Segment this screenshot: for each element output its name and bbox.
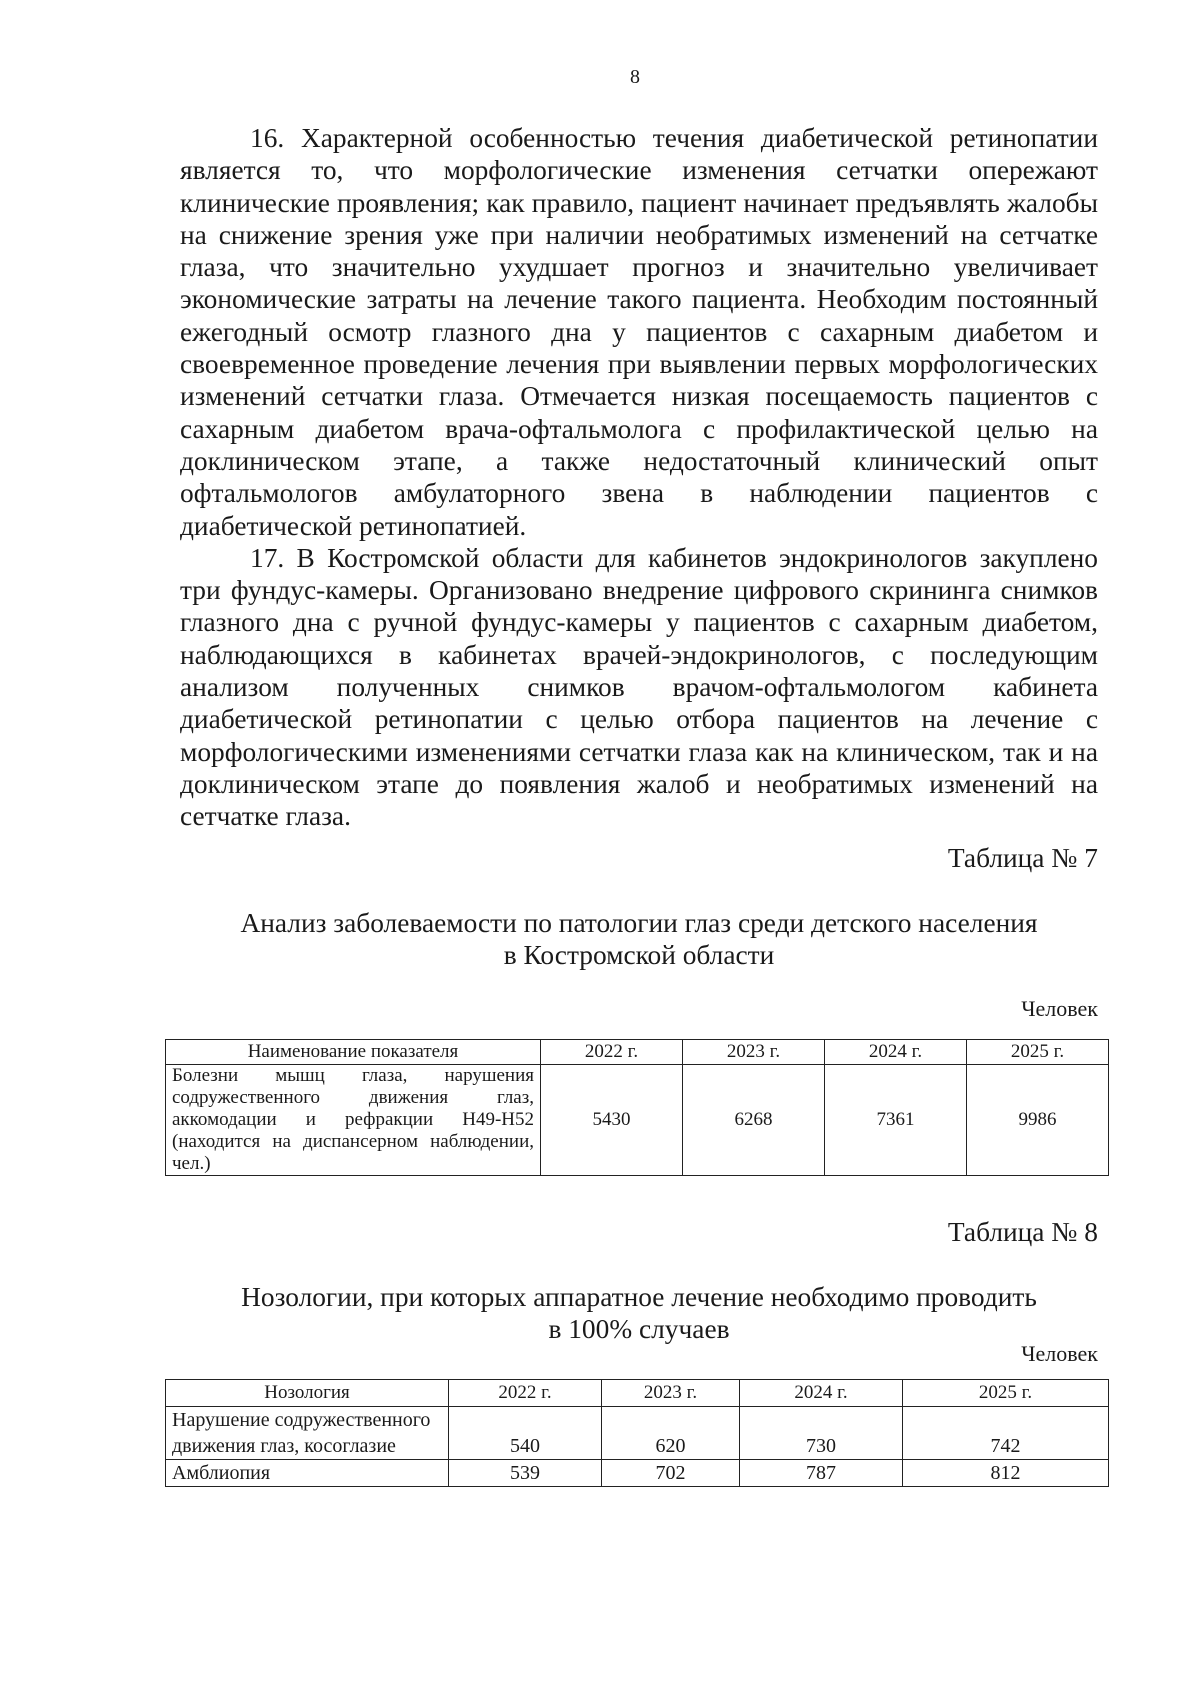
paragraph-17: 17. В Костромской области для кабинетов эндокринологов закуплено три фундус-камеры. Организовано внедрение цифрового скрининга снимков глазного дна с ручной фундус-камеры у пациентов с сахарным диабетом, наблюдающихся в кабинетах врачей-эндокринологов, с последующим анализом полученных снимков врачом-офтальмологом кабинета диабетической ретинопатии с целью отбора пациентов на лечение с морфологическими изменениями сетчатки глаза как на клиническом, так и на доклиническом этапе до появления жалоб и необратимых изменений на сетчатке глаза. (180, 542, 1098, 832)
table7-title (180, 907, 1098, 971)
table8-row1-value-2022: 540 (449, 1407, 602, 1460)
table7 (165, 1039, 1109, 1176)
table8-header-2022: 2022 г. (449, 1380, 602, 1407)
paragraph-16: 16. Характерной особенностью течения диабетической ретинопатии является то, что морфологические изменения сетчатки опережают клинические проявления; как правило, пациент начинает предъявлять жалобы на снижение зрения уже при наличии необратимых изменений на сетчатке глаза, что значительно ухудшает прогноз и значительно увеличивает экономические затраты на лечение такого пациента. Необходим постоянный ежегодный осмотр глазного дна у пациентов с сахарным диабетом и своевременное проведение лечения при выявлении первых морфологических изменений сетчатки глаза. Отмечается низкая посещаемость пациентов с сахарным диабетом врача-офтальмолога с профилактической целью на доклиническом этапе, а также недостаточный клинический опыт офтальмологов амбулаторного звена в наблюдении пациентов с диабетической ретинопатией. (180, 123, 1098, 541)
table8-row1-value-2024: 730 (740, 1407, 903, 1460)
table8-row2-value-2022: 539 (449, 1460, 602, 1487)
table8-header-2024: 2024 г. (740, 1380, 903, 1407)
table7-row-name: Болезни мышц глаза, нарушения содружественного движения глаз, аккомодации и рефракции H49-H52 (находится на диспансерном наблюдении, чел.) (166, 1065, 541, 1176)
table7-header-2024: 2024 г. (825, 1040, 967, 1065)
table-row (166, 1460, 1109, 1487)
table7-header-2022: 2022 г. (541, 1040, 683, 1065)
table7-header-2025: 2025 г. (967, 1040, 1109, 1065)
table8-row2-value-2023: 702 (602, 1460, 740, 1487)
table8-title-line2: в 100% случаев (548, 1314, 730, 1344)
table7-title-line1: Анализ заболеваемости по патологии глаз среди детского населения (240, 908, 1038, 938)
table8-header-2023: 2023 г. (602, 1380, 740, 1407)
table8 (165, 1379, 1109, 1487)
table8-header-2025: 2025 г. (903, 1380, 1109, 1407)
table7-header-2023: 2023 г. (683, 1040, 825, 1065)
table7-header-row (166, 1040, 1109, 1065)
table7-header-name: Наименование показателя (166, 1040, 541, 1065)
table7-value-2022: 5430 (541, 1065, 683, 1176)
table7-value-2024: 7361 (825, 1065, 967, 1176)
table8-caption: Таблица № 8 (947, 1217, 1098, 1247)
table8-row1-value-2025: 742 (903, 1407, 1109, 1460)
table7-title-line2: в Костромской области (503, 940, 775, 970)
table8-row1-name: Нарушение содружественного движения глаз, косоглазие (166, 1407, 449, 1460)
table8-row2-value-2024: 787 (740, 1460, 903, 1487)
table7-value-2025: 9986 (967, 1065, 1109, 1176)
table7-value-2023: 6268 (683, 1065, 825, 1176)
table7-unit: Человек (1021, 996, 1098, 1021)
table-row (166, 1065, 1109, 1176)
body-text (180, 122, 1098, 833)
table8-header-name: Нозология (166, 1380, 449, 1407)
table8-unit: Человек (1021, 1341, 1098, 1366)
page-number: 8 (630, 66, 640, 88)
table8-row2-value-2025: 812 (903, 1460, 1109, 1487)
table8-row1-value-2023: 620 (602, 1407, 740, 1460)
table8-title-line1: Нозологии, при которых аппаратное лечение необходимо проводить (241, 1282, 1037, 1312)
table8-title (180, 1281, 1098, 1345)
table8-row2-name: Амблиопия (166, 1460, 449, 1487)
table7-caption: Таблица № 7 (947, 843, 1098, 873)
table8-header-row (166, 1380, 1109, 1407)
table-row (166, 1407, 1109, 1460)
